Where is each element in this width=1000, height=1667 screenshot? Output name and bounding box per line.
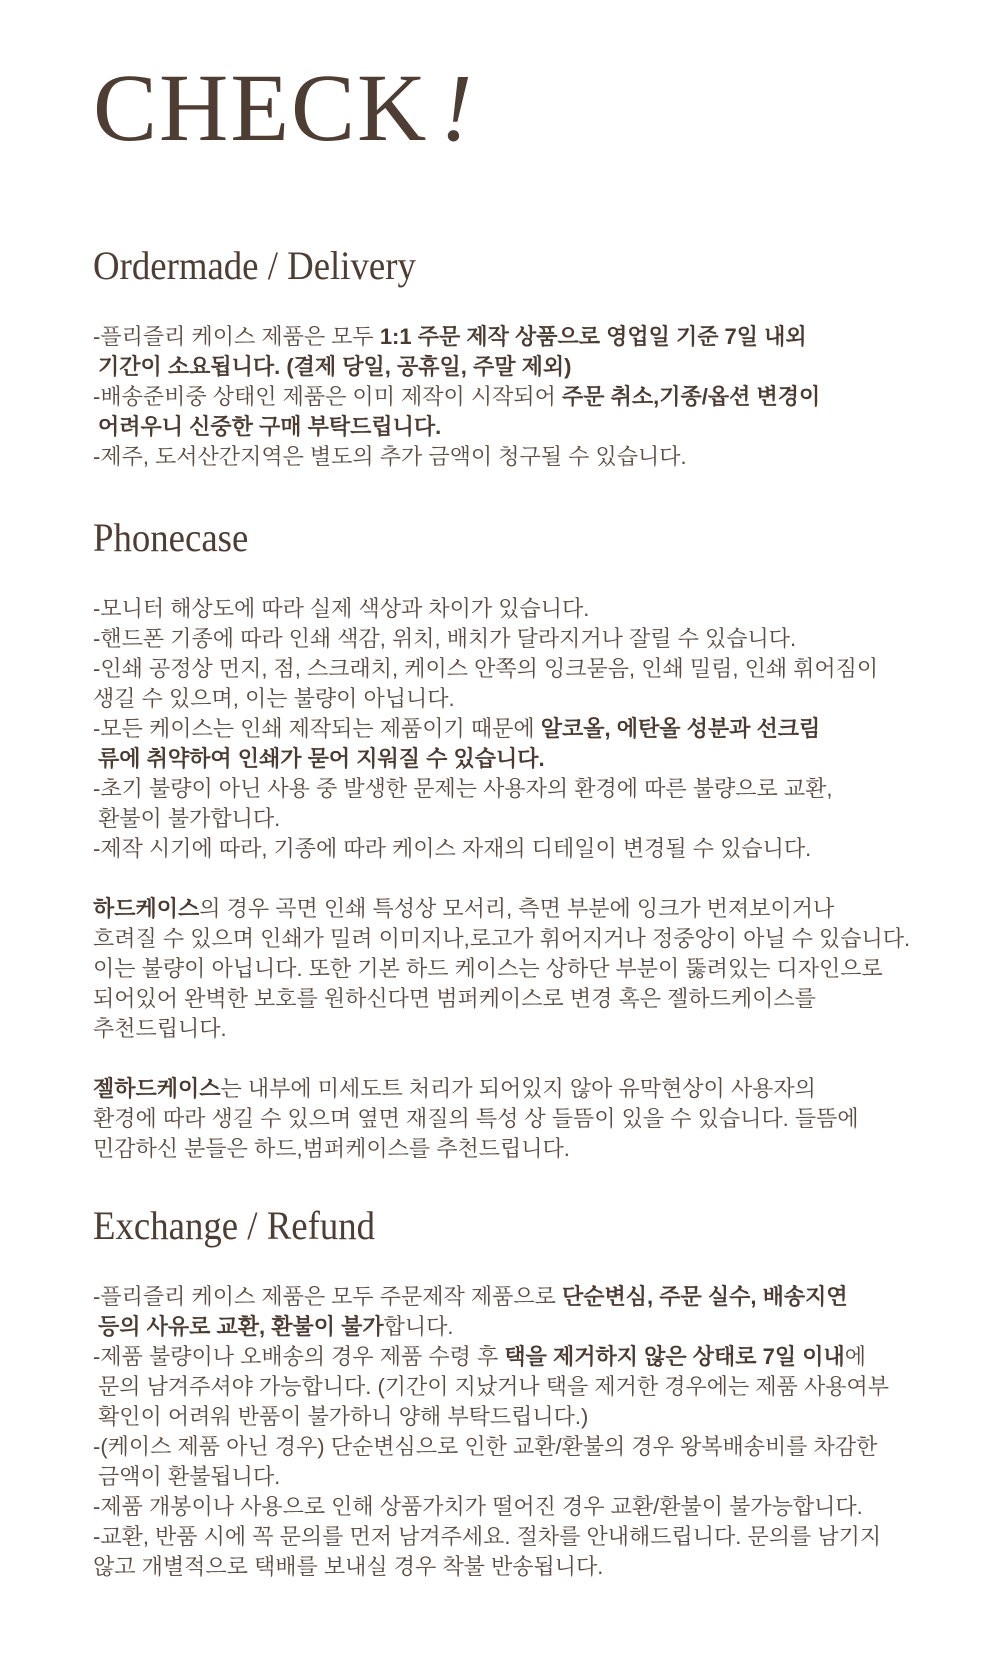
- text-line: 환불이 불가합니다.: [98, 806, 281, 831]
- text-line: 금액이 환불됩니다.: [98, 1464, 281, 1489]
- text-line: [93, 322, 920, 352]
- text-line: 되어있어 완벽한 보호를 원하신다면 범퍼케이스로 변경 혹은 젤하드케이스를: [93, 986, 816, 1011]
- bold-text: 젤하드케이스: [93, 1076, 221, 1101]
- text-span: -제주, 도서산간지역은 별도의 추가 금액이 청구될 수 있습니다.: [93, 444, 687, 469]
- section-ordermade: [93, 244, 920, 472]
- gelcase-paragraph: [93, 1074, 920, 1164]
- text-line: 민감하신 분들은 하드,범퍼케이스를 추천드립니다.: [93, 1136, 570, 1161]
- text-line: [93, 1312, 920, 1342]
- text-span: 에: [844, 1344, 866, 1369]
- phonecase-text: [93, 594, 920, 864]
- text-span: 는 내부에 미세도트 처리가 되어있지 않아 유막현상이 사용자의: [220, 1076, 816, 1101]
- section-heading-ordermade: Ordermade / Delivery: [93, 243, 416, 288]
- text-line: [93, 894, 920, 924]
- text-line: [93, 744, 920, 774]
- text-line: -핸드폰 기종에 따라 인쇄 색감, 위치, 배치가 달라지거나 잘릴 수 있습니다.: [93, 626, 797, 651]
- text-line: -인쇄 공정상 먼지, 점, 스크래치, 케이스 안쪽의 잉크묻음, 인쇄 밀림, 인쇄 휘어짐이: [93, 656, 879, 681]
- text-line: -제품 개봉이나 사용으로 인해 상품가치가 떨어진 경우 교환/환불이 불가능합니다.: [93, 1494, 863, 1519]
- text-line: [93, 382, 920, 412]
- bold-text: 등의 사유로 교환, 환불이 불가: [98, 1314, 384, 1339]
- text-line: [93, 442, 920, 472]
- bold-text: 어려우니 신중한 구매 부탁드립니다.: [98, 414, 442, 439]
- text-span: -모든 케이스는 인쇄 제작되는 제품이기 때문에: [93, 716, 541, 741]
- text-span: -플리즐리 케이스 제품은 모두 주문제작 제품으로: [93, 1284, 563, 1309]
- text-line: 확인이 어려워 반품이 불가하니 양해 부탁드립니다.): [98, 1404, 589, 1429]
- bold-text: 단순변심, 주문 실수, 배송지연: [562, 1284, 848, 1309]
- page-title: [93, 54, 920, 161]
- text-span: -제품 불량이나 오배송의 경우 제품 수령 후: [93, 1344, 505, 1369]
- text-line: [93, 1074, 920, 1104]
- title-text: CHECK: [93, 54, 429, 161]
- text-line: -제작 시기에 따라, 기종에 따라 케이스 자재의 디테일이 변경될 수 있습니다.: [93, 836, 812, 861]
- section-phonecase: [93, 516, 920, 1164]
- title-exclamation: !: [440, 54, 475, 161]
- ordermade-text: [93, 322, 920, 472]
- section-exchange: [93, 1204, 920, 1582]
- section-heading-phonecase: Phonecase: [93, 515, 249, 560]
- text-line: [93, 352, 920, 382]
- text-line: 흐려질 수 있으며 인쇄가 밀려 이미지나,로고가 휘어지거나 정중앙이 아닐 수 있습니다.: [93, 926, 911, 951]
- section-heading-exchange: Exchange / Refund: [93, 1203, 376, 1248]
- text-line: 생길 수 있으며, 이는 불량이 아닙니다.: [93, 686, 455, 711]
- bold-text: 기간이 소요됩니다. (결제 당일, 공휴일, 주말 제외): [98, 354, 572, 379]
- text-span: 의 경우 곡면 인쇄 특성상 모서리, 측면 부분에 잉크가 번져보이거나: [199, 896, 835, 921]
- bold-text: 알코올, 에탄올 성분과 선크림: [540, 716, 821, 741]
- text-line: [93, 1342, 920, 1372]
- text-line: 추천드립니다.: [93, 1016, 227, 1041]
- bold-text: 주문 취소,기종/옵션 변경이: [562, 384, 821, 409]
- text-line: -(케이스 제품 아닌 경우) 단순변심으로 인한 교환/환불의 경우 왕복배송비를 차감한: [93, 1434, 878, 1459]
- hardcase-paragraph: [93, 894, 920, 1044]
- text-line: [93, 714, 920, 744]
- bold-text: 택을 제거하지 않은 상태로 7일 이내: [504, 1344, 845, 1369]
- text-line: [93, 412, 920, 442]
- bold-text: 1:1 주문 제작 상품으로 영업일 기준 7일 내외: [379, 324, 807, 349]
- text-line: -교환, 반품 시에 꼭 문의를 먼저 남겨주세요. 절차를 안내해드립니다. 문의를 남기지: [93, 1524, 882, 1549]
- text-line: 이는 불량이 아닙니다. 또한 기본 하드 케이스는 상하단 부분이 뚫려있는 디자인으로: [93, 956, 883, 981]
- text-line: 환경에 따라 생길 수 있으며 옆면 재질의 특성 상 들뜸이 있을 수 있습니다. 들뜸에: [93, 1106, 859, 1131]
- text-line: [93, 1282, 920, 1312]
- text-line: 않고 개별적으로 택배를 보내실 경우 착불 반송됩니다.: [93, 1554, 604, 1579]
- bold-text: 하드케이스: [93, 896, 200, 921]
- exchange-text: [93, 1282, 920, 1582]
- text-line: 문의 남겨주셔야 가능합니다. (기간이 지났거나 택을 제거한 경우에는 제품 사용여부: [98, 1374, 890, 1399]
- text-line: -모니터 해상도에 따라 실제 색상과 차이가 있습니다.: [93, 596, 590, 621]
- text-line: -초기 불량이 아닌 사용 중 발생한 문제는 사용자의 환경에 따른 불량으로 교환,: [93, 776, 833, 801]
- text-span: 합니다.: [383, 1314, 454, 1339]
- text-span: -배송준비중 상태인 제품은 이미 제작이 시작되어: [93, 384, 563, 409]
- bold-text: 류에 취약하여 인쇄가 묻어 지워질 수 있습니다.: [98, 746, 545, 771]
- text-span: -플리즐리 케이스 제품은 모두: [93, 324, 380, 349]
